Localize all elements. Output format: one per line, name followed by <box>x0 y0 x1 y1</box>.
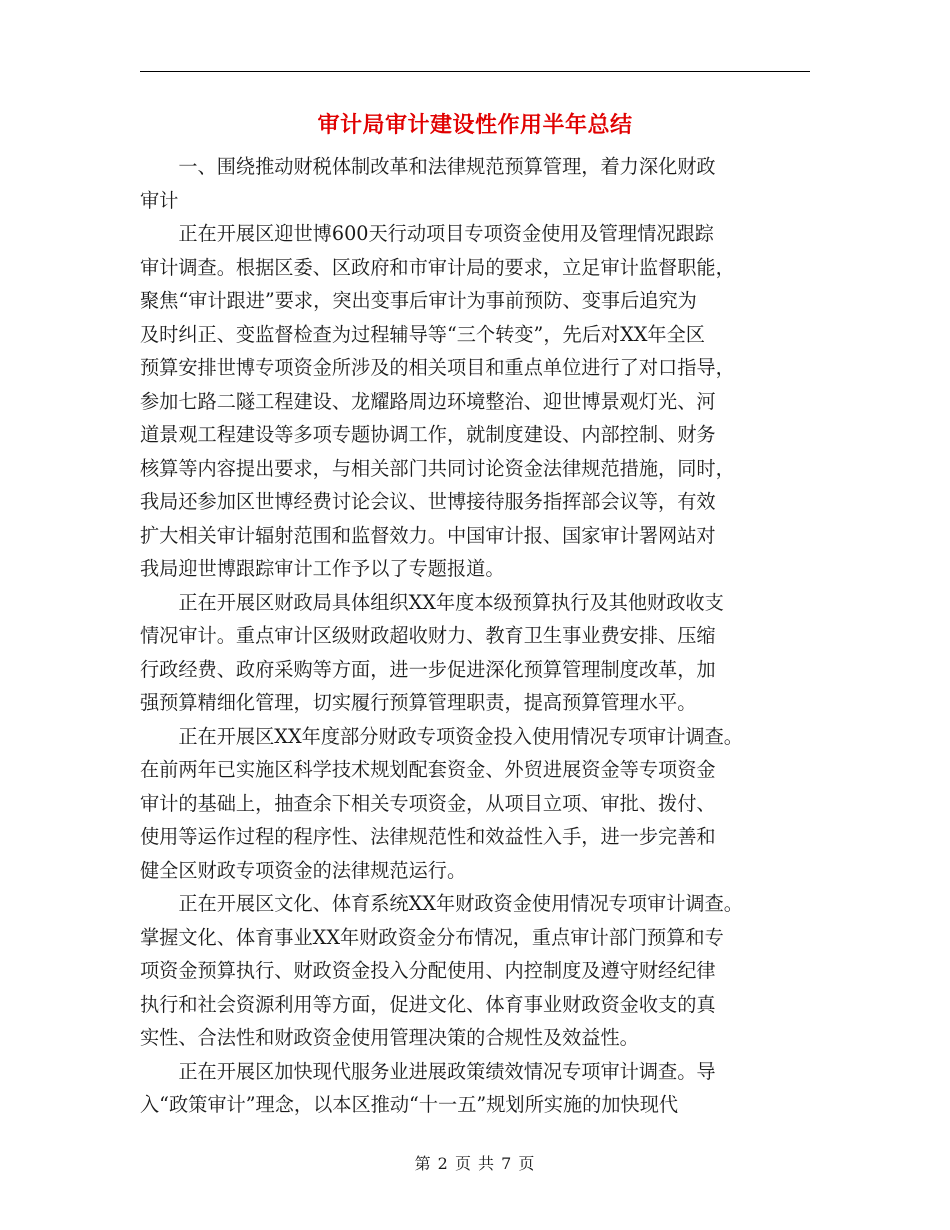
text-line: 参加七路二隧工程建设、龙耀路周边环境整治、迎世博景观灯光、河 <box>140 389 716 413</box>
text-line: 一、围绕推动财税体制改革和法律规范预算管理，着力深化财政 <box>140 155 716 178</box>
text-line: 正在开展区XX年度部分财政专项资金投入使用情况专项审计调查。 <box>140 724 743 748</box>
text-line: 行政经费、政府采购等方面，进一步促进深化预算管理制度改革，加 <box>140 657 716 681</box>
header-rule <box>140 71 810 72</box>
document-title: 审计局审计建设性作用半年总结 <box>317 112 633 138</box>
text-line: 掌握文化、体育事业XX年财政资金分布情况，重点审计部门预算和专 <box>140 925 724 949</box>
text-line: 使用等运作过程的程序性、法律规范性和效益性入手，进一步完善和 <box>140 825 716 848</box>
text-line: 项资金预算执行、财政资金投入分配使用、内控制度及遵守财经纪律 <box>140 959 716 982</box>
text-line: 审计调查。根据区委、区政府和市审计局的要求，立足审计监督职能， <box>140 255 735 279</box>
text-line: 我局迎世博跟踪审计工作予以了专题报道。 <box>140 557 505 580</box>
text-line: 聚焦“审计跟进”要求，突出变事后审计为事前预防、变事后追究为 <box>140 289 697 312</box>
text-line: 我局还参加区世博经费讨论会议、世博接待服务指挥部会议等，有效 <box>140 490 716 513</box>
document-body <box>140 150 820 1122</box>
text-line: 健全区财政专项资金的法律规范运行。 <box>140 858 467 882</box>
text-line: 强预算精细化管理，切实履行预算管理职责，提高预算管理水平。 <box>140 691 697 714</box>
text-line: 入“政策审计”理念，以本区推动“十一五”规划所实施的加快现代 <box>140 1093 679 1116</box>
paragraph <box>140 150 820 217</box>
text-line: 正在开展区迎世博600天行动项目专项资金使用及管理情况跟踪 <box>140 222 714 245</box>
text-line: 实性、合法性和财政资金使用管理决策的合规性及效益性。 <box>140 1026 639 1049</box>
text-line: 预算安排世博专项资金所涉及的相关项目和重点单位进行了对口指导， <box>140 356 735 379</box>
text-line: 扩大相关审计辐射范围和监督效力。中国审计报、国家审计署网站对 <box>140 523 716 547</box>
text-line: 正在开展区加快现代服务业进展政策绩效情况专项审计调查。导 <box>140 1059 716 1083</box>
text-line: 道景观工程建设等多项专题协调工作，就制度建设、内部控制、财务 <box>140 423 716 446</box>
paragraph <box>140 887 820 1055</box>
text-line: 及时纠正、变监督检查为过程辅导等“三个转变”，先后对XX年全区 <box>140 322 705 346</box>
text-line: 审计的基础上，抽查余下相关专项资金，从项目立项、审批、拨付、 <box>140 791 716 815</box>
text-line: 情况审计。重点审计区级财政超收财力、教育卫生事业费安排、压缩 <box>140 624 716 647</box>
text-line: 审计 <box>140 188 179 212</box>
page-footer: 第 2 页 共 7 页 <box>414 1154 536 1173</box>
paragraph <box>140 217 820 586</box>
text-line: 正在开展区文化、体育系统XX年财政资金使用情况专项审计调查。 <box>140 892 743 915</box>
text-line: 在前两年已实施区科学技术规划配套资金、外贸进展资金等专项资金 <box>140 758 716 781</box>
paragraph <box>140 1055 820 1122</box>
text-line: 执行和社会资源利用等方面，促进文化、体育事业财政资金收支的真 <box>140 992 716 1016</box>
text-line: 正在开展区财政局具体组织XX年度本级预算执行及其他财政收支 <box>140 590 724 614</box>
paragraph <box>140 586 820 720</box>
text-line: 核算等内容提出要求，与相关部门共同讨论资金法律规范措施，同时， <box>140 456 735 480</box>
paragraph <box>140 720 820 888</box>
